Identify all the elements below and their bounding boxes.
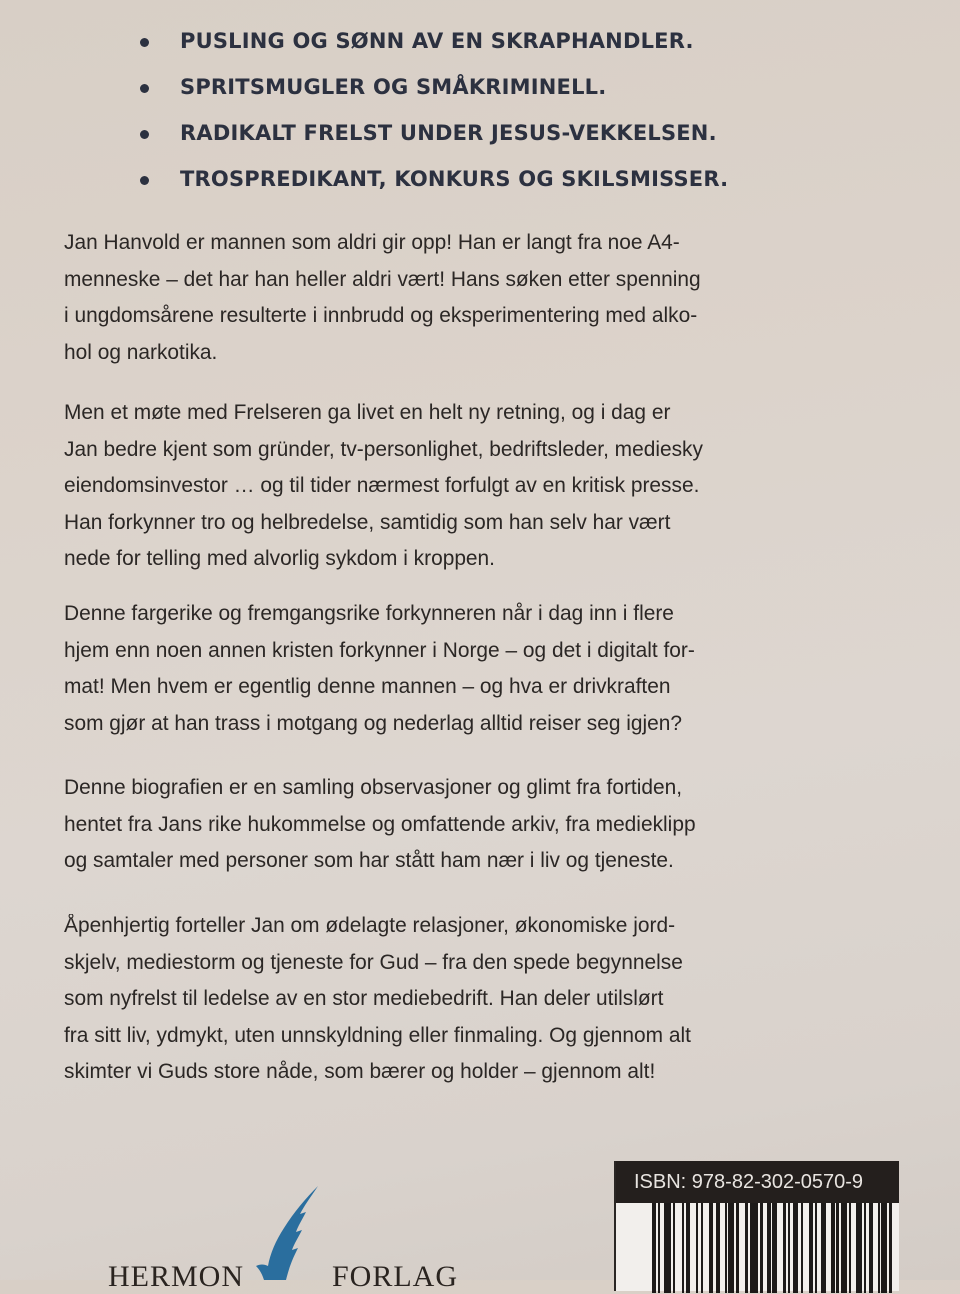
text-line: menneske – det har han heller aldri vært! Hans søken etter spenning xyxy=(64,267,701,291)
isbn-label: ISBN: 978-82-302-0570-9 xyxy=(616,1161,899,1203)
text-line: Åpenhjertig forteller Jan om ødelagte relasjoner, økonomiske jord- xyxy=(64,914,676,937)
text-line: skimter vi Guds store nåde, som bærer og holder – gjennom alt! xyxy=(64,1060,656,1083)
text-line: hol og narkotika. xyxy=(64,340,218,364)
text-line: som nyfrelst til ledelse av en stor mediebedrift. Han deler utilslørt xyxy=(64,987,664,1010)
text-line: skjelv, mediestorm og tjeneste for Gud – fra den spede begynnelse xyxy=(64,950,683,974)
text-line: fra sitt liv, ydmykt, uten unnskyldning eller finmaling. Og gjennom alt xyxy=(64,1023,691,1047)
highlight-text: PUSLING OG SØNN AV EN SKRAPHANDLER. xyxy=(180,29,694,53)
text-line: Men et møte med Frelseren ga livet en helt ny retning, og i dag er xyxy=(64,401,671,424)
highlight-item xyxy=(136,18,728,64)
paragraph-2 xyxy=(64,395,904,578)
highlight-item xyxy=(136,110,728,156)
bullet-icon xyxy=(140,38,149,47)
highlight-text: TROSPREDIKANT, KONKURS OG SKILSMISSER. xyxy=(180,167,729,191)
text-line: Jan Hanvold er mannen som aldri gir opp! Han er langt fra noe A4- xyxy=(64,231,680,254)
bullet-icon xyxy=(140,84,149,93)
highlight-item xyxy=(136,156,728,202)
publisher-name-right: FORLAG xyxy=(332,1260,459,1293)
isbn-barcode xyxy=(614,1161,899,1291)
text-line: nede for telling med alvorlig sykdom i kroppen. xyxy=(64,547,496,570)
text-line: og samtaler med personer som har stått ham nær i liv og tjeneste. xyxy=(64,849,674,872)
paragraph-1 xyxy=(64,225,904,371)
text-line: Denne fargerike og fremgangsrike forkynneren når i dag inn i flere xyxy=(64,602,674,625)
text-line: i ungdomsårene resulterte i innbrudd og eksperimentering med alko- xyxy=(64,304,698,327)
text-line: hentet fra Jans rike hukommelse og omfattende arkiv, fra medieklipp xyxy=(64,812,696,836)
text-line: Jan bedre kjent som gründer, tv-personlighet, bedriftsleder, mediesky xyxy=(64,437,703,461)
publisher-name-left: HERMON xyxy=(108,1260,245,1293)
paragraph-3 xyxy=(64,596,904,742)
bullet-icon xyxy=(140,130,149,139)
dove-wing-icon xyxy=(252,1184,322,1284)
text-line: som gjør at han trass i motgang og nederlag alltid reiser seg igjen? xyxy=(64,711,683,735)
highlight-text: SPRITSMUGLER OG SMÅKRIMINELL. xyxy=(180,75,607,99)
paragraph-4 xyxy=(64,770,904,880)
text-line: mat! Men hvem er egentlig denne mannen – og hva er drivkraften xyxy=(64,675,671,698)
text-line: Denne biografien er en samling observasjoner og glimt fra fortiden, xyxy=(64,776,683,799)
highlights-list xyxy=(136,18,728,202)
publisher-logo xyxy=(100,1180,459,1293)
text-line: Han forkynner tro og helbredelse, samtidig som han selv har vært xyxy=(64,510,671,534)
bullet-icon xyxy=(140,176,149,185)
paragraph-5 xyxy=(64,908,904,1091)
text-line: eiendomsinvestor … og til tider nærmest forfulgt av en kritisk presse. xyxy=(64,474,700,497)
highlight-item xyxy=(136,64,728,110)
text-line: hjem enn noen annen kristen forkynner i Norge – og det i digitalt for- xyxy=(64,638,695,662)
highlight-text: RADIKALT FRELST UNDER JESUS-VEKKELSEN. xyxy=(180,121,717,145)
